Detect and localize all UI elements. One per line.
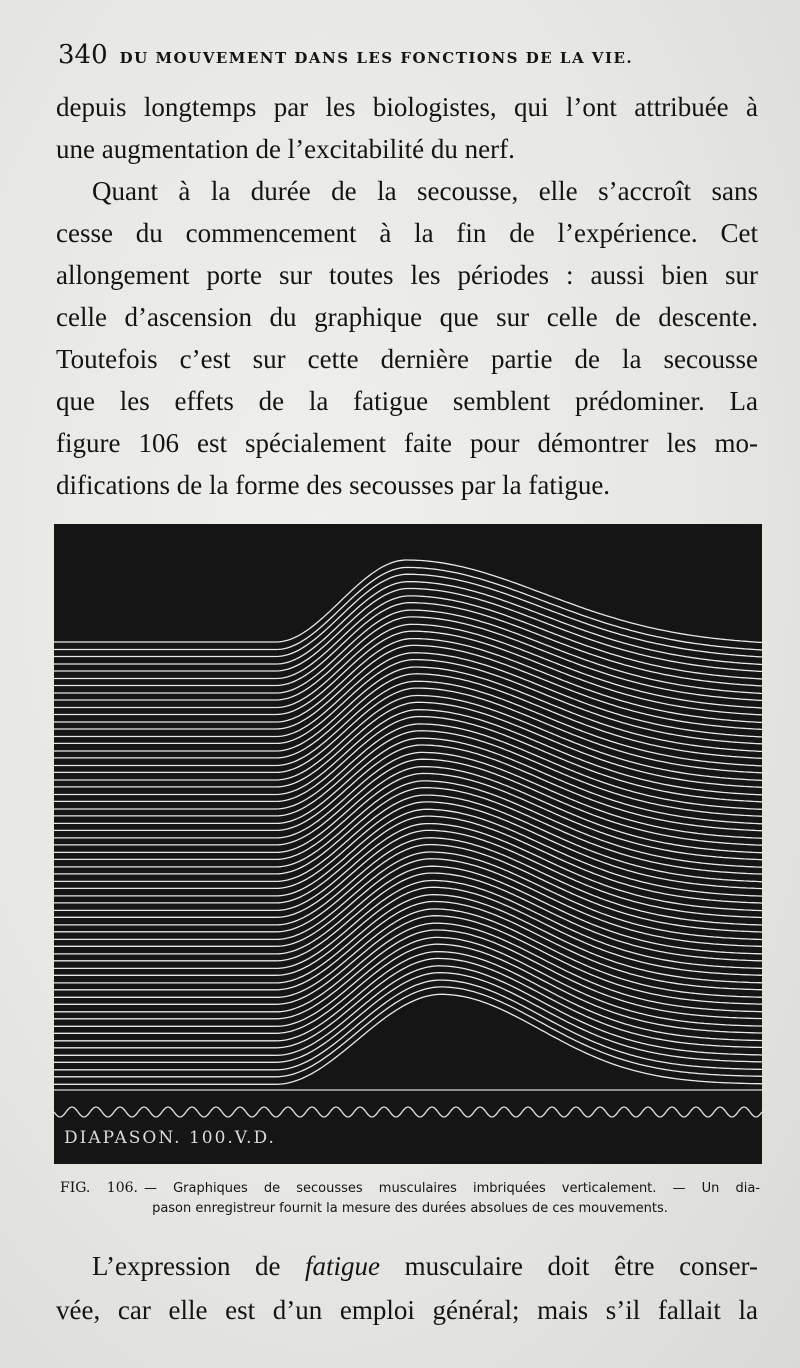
figure-106 (54, 524, 762, 1164)
figure-number: FIG. 106. (60, 1180, 138, 1196)
body-line: difications de la forme des secousses par la fatigue. (56, 470, 611, 500)
caption-line: pason enregistreur fournit la mesure des durées absolues de ces mouvements. (152, 1201, 668, 1216)
body-text-fragment: musculaire doit être conser- (404, 1251, 758, 1281)
body-text (56, 86, 758, 506)
body-line: cesse du commencement à la fin de l’expérience. Cet (56, 218, 758, 248)
twitch-curve (54, 574, 762, 657)
twitch-curve (54, 994, 762, 1084)
twitch-curve (54, 589, 762, 672)
twitch-curve (54, 567, 762, 650)
body-line: allongement porte sur toutes les périodes : aussi bien sur (56, 260, 758, 290)
twitch-curve (54, 596, 762, 679)
twitch-curve (54, 980, 762, 1070)
twitch-curve (54, 696, 762, 781)
body-line: depuis longtemps par les biologistes, qui l’ont attribuée à (56, 92, 758, 122)
body-text-fragment: L’expression de (92, 1251, 281, 1281)
body-line: figure 106 est spécialement faite pour démontrer les mo- (56, 428, 758, 458)
figure-caption (60, 1178, 760, 1219)
italic-word: fatigue (305, 1251, 381, 1281)
running-title: DU MOUVEMENT DANS LES FONCTIONS DE LA VIE. (119, 49, 634, 67)
body-line: celle d’ascension du graphique que sur celle de descente. (56, 302, 758, 332)
twitch-curve (54, 582, 762, 665)
twitch-curve (54, 781, 762, 867)
diapason-label: DIAPASON. 100.V.D. (64, 1128, 276, 1148)
twitch-curve (54, 688, 762, 773)
bottom-text (56, 1244, 758, 1332)
body-line: que les effets de la fatigue semblent prédominer. La (56, 386, 758, 416)
caption-line: — Graphiques de secousses musculaires imbriquées verticalement. — Un dia- (143, 1181, 760, 1196)
body-line: vée, car elle est d’un emploi général; mais s’il fallait la (56, 1295, 758, 1325)
page-number: 340 (58, 40, 108, 70)
twitch-curve (54, 966, 762, 1056)
page-header (58, 40, 758, 74)
body-line: une augmentation de l’excitabilité du nerf. (56, 134, 515, 164)
muscle-twitch-graphic (54, 524, 762, 1164)
twitch-curve (54, 560, 762, 642)
tuning-fork-trace (54, 1107, 762, 1117)
twitch-curve (54, 603, 762, 686)
twitch-curves (54, 560, 762, 1090)
body-line: Quant à la durée de la secousse, elle s’accroît sans (92, 176, 758, 206)
twitch-curve (54, 610, 762, 693)
body-line: Toutefois c’est sur cette dernière partie de la secousse (56, 344, 758, 374)
tuning-fork-wave (54, 1107, 762, 1117)
